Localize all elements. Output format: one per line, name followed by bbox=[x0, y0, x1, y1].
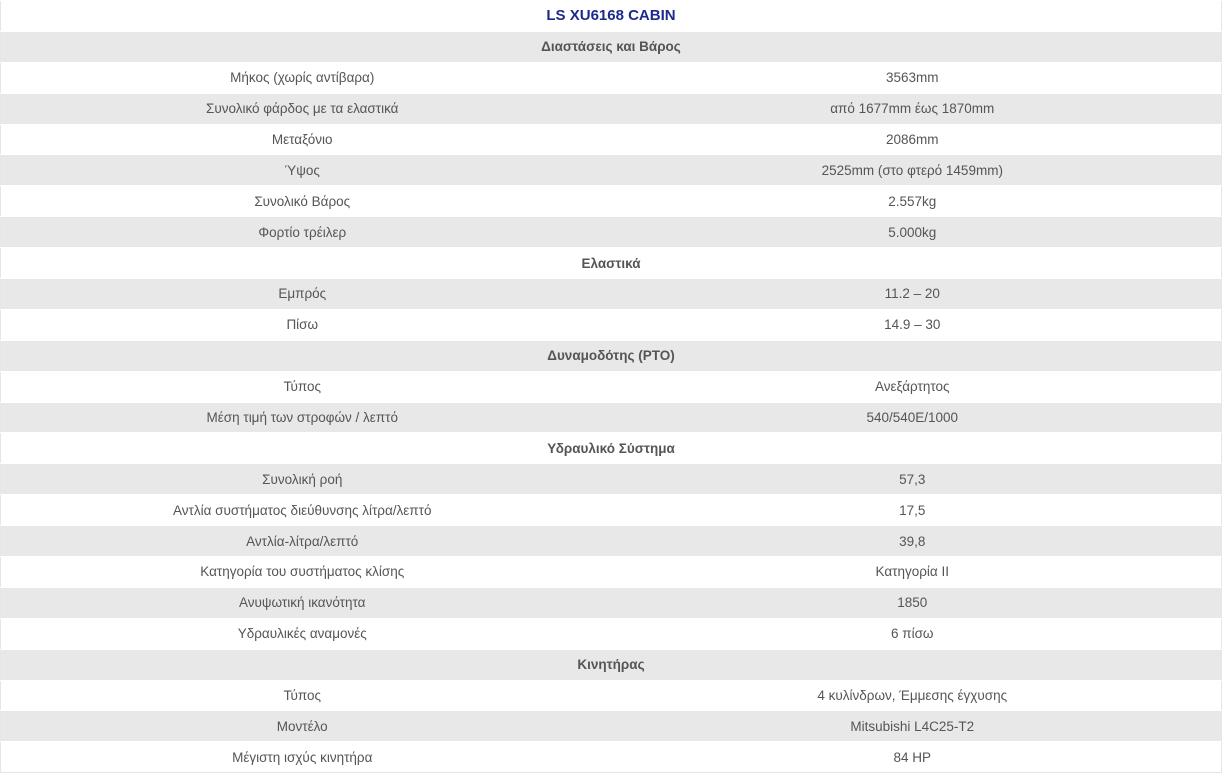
spec-row bbox=[1, 309, 1222, 340]
spec-label: Ανυψωτική ικανότητα bbox=[1, 587, 604, 618]
spec-label: Φορτίο τρέιλερ bbox=[1, 217, 604, 248]
spec-row bbox=[1, 587, 1222, 618]
spec-label: Συνολικό φάρδος με τα ελαστικά bbox=[1, 93, 604, 124]
spec-label: Μεταξόνιο bbox=[1, 124, 604, 155]
spec-value: 540/540E/1000 bbox=[604, 402, 1222, 433]
section-heading: Κινητήρας bbox=[1, 649, 1222, 680]
spec-label: Ύψος bbox=[1, 155, 604, 186]
spec-label: Μέγιστη ισχύς κινητήρα bbox=[1, 742, 604, 773]
spec-row bbox=[1, 618, 1222, 649]
spec-value: από 1677mm έως 1870mm bbox=[604, 93, 1222, 124]
spec-row bbox=[1, 124, 1222, 155]
spec-value: 14.9 – 30 bbox=[604, 309, 1222, 340]
spec-row bbox=[1, 742, 1222, 773]
spec-value: 5.000kg bbox=[604, 217, 1222, 248]
spec-row bbox=[1, 464, 1222, 495]
spec-label: Συνολικό Βάρος bbox=[1, 186, 604, 217]
spec-label: Μήκος (χωρίς αντίβαρα) bbox=[1, 62, 604, 93]
spec-row bbox=[1, 217, 1222, 248]
spec-label: Εμπρός bbox=[1, 279, 604, 310]
section-header-row bbox=[1, 340, 1222, 371]
spec-value: Κατηγορία II bbox=[604, 557, 1222, 588]
spec-label: Τύπος bbox=[1, 371, 604, 402]
spec-row bbox=[1, 93, 1222, 124]
spec-value: Mitsubishi L4C25-T2 bbox=[604, 711, 1222, 742]
spec-table-body bbox=[1, 1, 1222, 773]
spec-value: 17,5 bbox=[604, 495, 1222, 526]
spec-label: Υδραυλικές αναμονές bbox=[1, 618, 604, 649]
spec-value: 57,3 bbox=[604, 464, 1222, 495]
section-heading: Ελαστικά bbox=[1, 248, 1222, 279]
spec-value: 84 HP bbox=[604, 742, 1222, 773]
spec-row bbox=[1, 279, 1222, 310]
spec-row bbox=[1, 711, 1222, 742]
spec-value: Ανεξάρτητος bbox=[604, 371, 1222, 402]
spec-row bbox=[1, 680, 1222, 711]
spec-row bbox=[1, 186, 1222, 217]
section-header-row bbox=[1, 433, 1222, 464]
spec-value: 2525mm (στο φτερό 1459mm) bbox=[604, 155, 1222, 186]
section-header-row bbox=[1, 649, 1222, 680]
spec-value: 2086mm bbox=[604, 124, 1222, 155]
spec-row bbox=[1, 155, 1222, 186]
section-heading: Διαστάσεις και Βάρος bbox=[1, 31, 1222, 62]
spec-label: Τύπος bbox=[1, 680, 604, 711]
spec-value: 4 κυλίνδρων, Έμμεσης έγχυσης bbox=[604, 680, 1222, 711]
section-header-row bbox=[1, 248, 1222, 279]
spec-value: 11.2 – 20 bbox=[604, 279, 1222, 310]
spec-row bbox=[1, 526, 1222, 557]
spec-label: Πίσω bbox=[1, 309, 604, 340]
spec-label: Συνολική ροή bbox=[1, 464, 604, 495]
spec-label: Αντλία συστήματος διεύθυνσης λίτρα/λεπτό bbox=[1, 495, 604, 526]
spec-row bbox=[1, 402, 1222, 433]
section-heading: Υδραυλικό Σύστημα bbox=[1, 433, 1222, 464]
section-header-row bbox=[1, 31, 1222, 62]
spec-value: 39,8 bbox=[604, 526, 1222, 557]
spec-row bbox=[1, 371, 1222, 402]
section-heading: Δυναμοδότης (PTO) bbox=[1, 340, 1222, 371]
title-row bbox=[1, 1, 1222, 32]
spec-label: Μοντέλο bbox=[1, 711, 604, 742]
spec-row bbox=[1, 557, 1222, 588]
spec-label: Αντλία-λίτρα/λεπτό bbox=[1, 526, 604, 557]
spec-row bbox=[1, 62, 1222, 93]
spec-label: Κατηγορία του συστήματος κλίσης bbox=[1, 557, 604, 588]
spec-title: LS XU6168 CABIN bbox=[1, 1, 1222, 32]
spec-value: 1850 bbox=[604, 587, 1222, 618]
spec-row bbox=[1, 495, 1222, 526]
spec-value: 2.557kg bbox=[604, 186, 1222, 217]
spec-value: 6 πίσω bbox=[604, 618, 1222, 649]
spec-label: Μέση τιμή των στροφών / λεπτό bbox=[1, 402, 604, 433]
spec-value: 3563mm bbox=[604, 62, 1222, 93]
